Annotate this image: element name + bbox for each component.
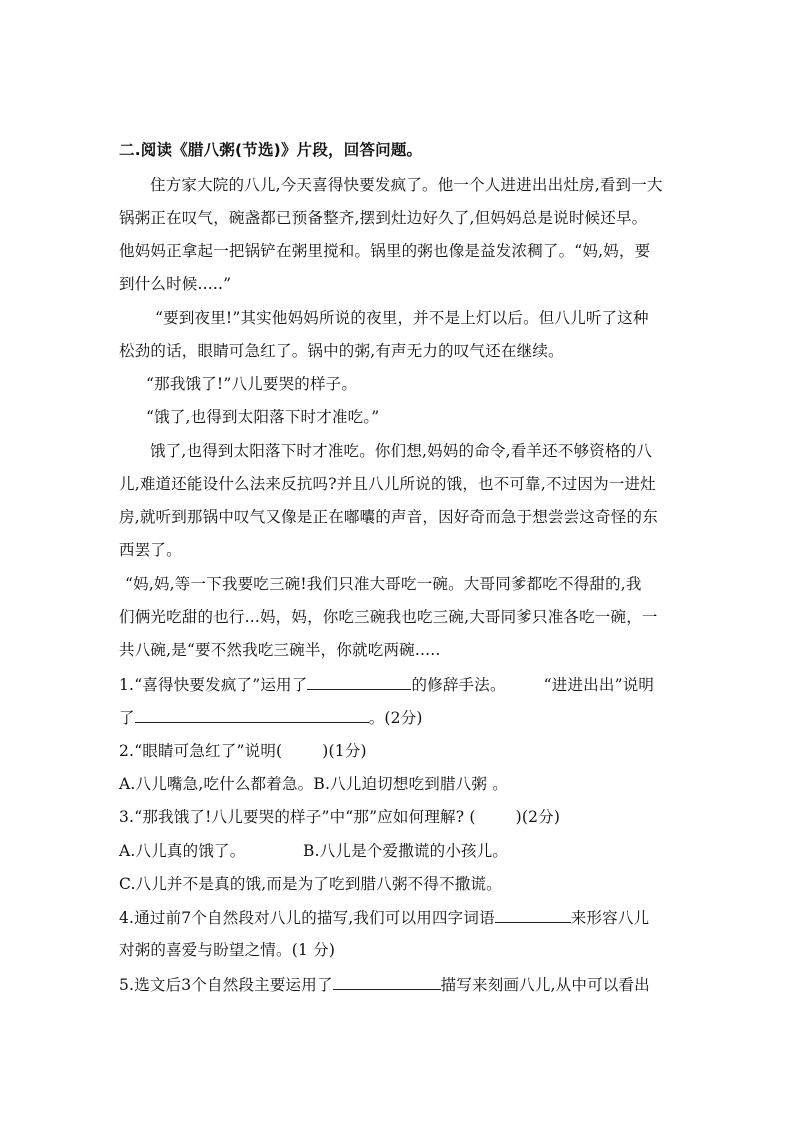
passage-line: 共八碗,是“要不然我吃三碗半，你就吃两碗.....	[119, 641, 441, 659]
q2-text: 2.“眼睛可急红了”说明(	[119, 742, 283, 760]
question-4-line-2: 对粥的喜爱与盼望之情。(1 分)	[119, 941, 336, 959]
q1-text: 了	[119, 709, 135, 727]
passage-line: 饿了,也得到太阳落下时才准吃。你们想,妈妈的命令,看羊还不够资格的八	[150, 442, 653, 460]
q3-score: )(2分)	[515, 808, 561, 826]
q4-text: 4.通过前7个自然段对八儿的描写,我们可以用四字词语	[119, 909, 495, 927]
question-4	[119, 907, 649, 928]
passage-line: 松劲的话，眼睛可急红了。锅中的粥,有声无力的叹气还在继续。	[119, 342, 564, 360]
passage-line: “妈,妈,等一下我要吃三碗!我们只准大哥吃一碗。大哥同爹都吃不得甜的,我	[125, 575, 642, 593]
passage-line: 西罢了。	[119, 541, 182, 559]
q3-option-c: C.八儿并不是真的饿,而是为了吃到腊八粥不得不撒谎。	[119, 875, 502, 893]
q1-score: 。(2分)	[368, 709, 423, 727]
question-1	[119, 674, 654, 695]
passage-line: “那我饿了!”八儿要哭的样子。	[146, 375, 358, 393]
passage-line: 锅粥正在叹气，碗盏都已预备整齐,摆到灶边好久了,但妈妈总是说时候还早。	[119, 209, 648, 227]
passage-line: 们俩光吃甜的也行...妈，妈，你吃三碗我也吃三碗,大哥同爹只准各吃一碗，一	[119, 608, 658, 626]
question-2	[119, 741, 367, 761]
q2-score: )(1分)	[322, 742, 367, 760]
passage-line: 住方家大院的八儿,今天喜得快要发疯了。他一个人进进出出灶房,看到一大	[150, 176, 663, 194]
q3-text: 3.“那我饿了!八儿要哭的样子”中“那”应如何理解? (	[119, 808, 476, 826]
q1-text: “进进出出”说明	[543, 676, 655, 694]
passage-line: 儿,难道还能设什么法来反抗吗?并且八儿所说的饿，也不可靠,不过因为一进灶	[119, 475, 656, 493]
question-5	[119, 974, 650, 995]
passage-line: “饿了,也得到太阳落下时才准吃。”	[146, 408, 380, 426]
q1-blank-2[interactable]	[135, 707, 369, 723]
passage-line: “要到夜里!”其实他妈妈所说的夜里，并不是上灯以后。但八儿听了这种	[155, 309, 649, 327]
q1-text: 1.“喜得快要发疯了”运用了	[119, 676, 308, 694]
section-title: 二.阅读《腊八粥(节选)》片段，回答问题。	[119, 141, 423, 159]
q1-blank-1[interactable]	[307, 674, 411, 690]
q4-text: 来形容八儿	[570, 909, 650, 927]
passage-line: 到什么时候.....”	[119, 275, 232, 293]
passage-line: 他妈妈正拿起一把锅铲在粥里搅和。锅里的粥也像是益发浓稠了。“妈,妈，要	[119, 242, 651, 260]
q5-text: 描写来刻画八儿,从中可以看出	[440, 976, 650, 994]
q5-blank[interactable]	[333, 974, 441, 990]
q5-text: 5.选文后3个自然段主要运用了	[119, 976, 333, 994]
q3-option-b: B.八儿是个爱撒谎的小孩儿。	[303, 842, 509, 860]
q4-blank[interactable]	[495, 907, 571, 923]
question-3	[119, 807, 560, 827]
q2-options: A.八儿嘴急,吃什么都着急。B.八儿迫切想吃到腊八粥 。	[119, 775, 508, 793]
q1-text: 的修辞手法。	[411, 676, 506, 694]
passage-line: 房,就听到那锅中叹气又像是正在嘟囔的声音，因好奇而急于想尝尝这奇怪的东	[119, 508, 658, 526]
q3-option-a: A.八儿真的饿了。	[119, 842, 246, 860]
question-1-line-2	[119, 707, 423, 728]
